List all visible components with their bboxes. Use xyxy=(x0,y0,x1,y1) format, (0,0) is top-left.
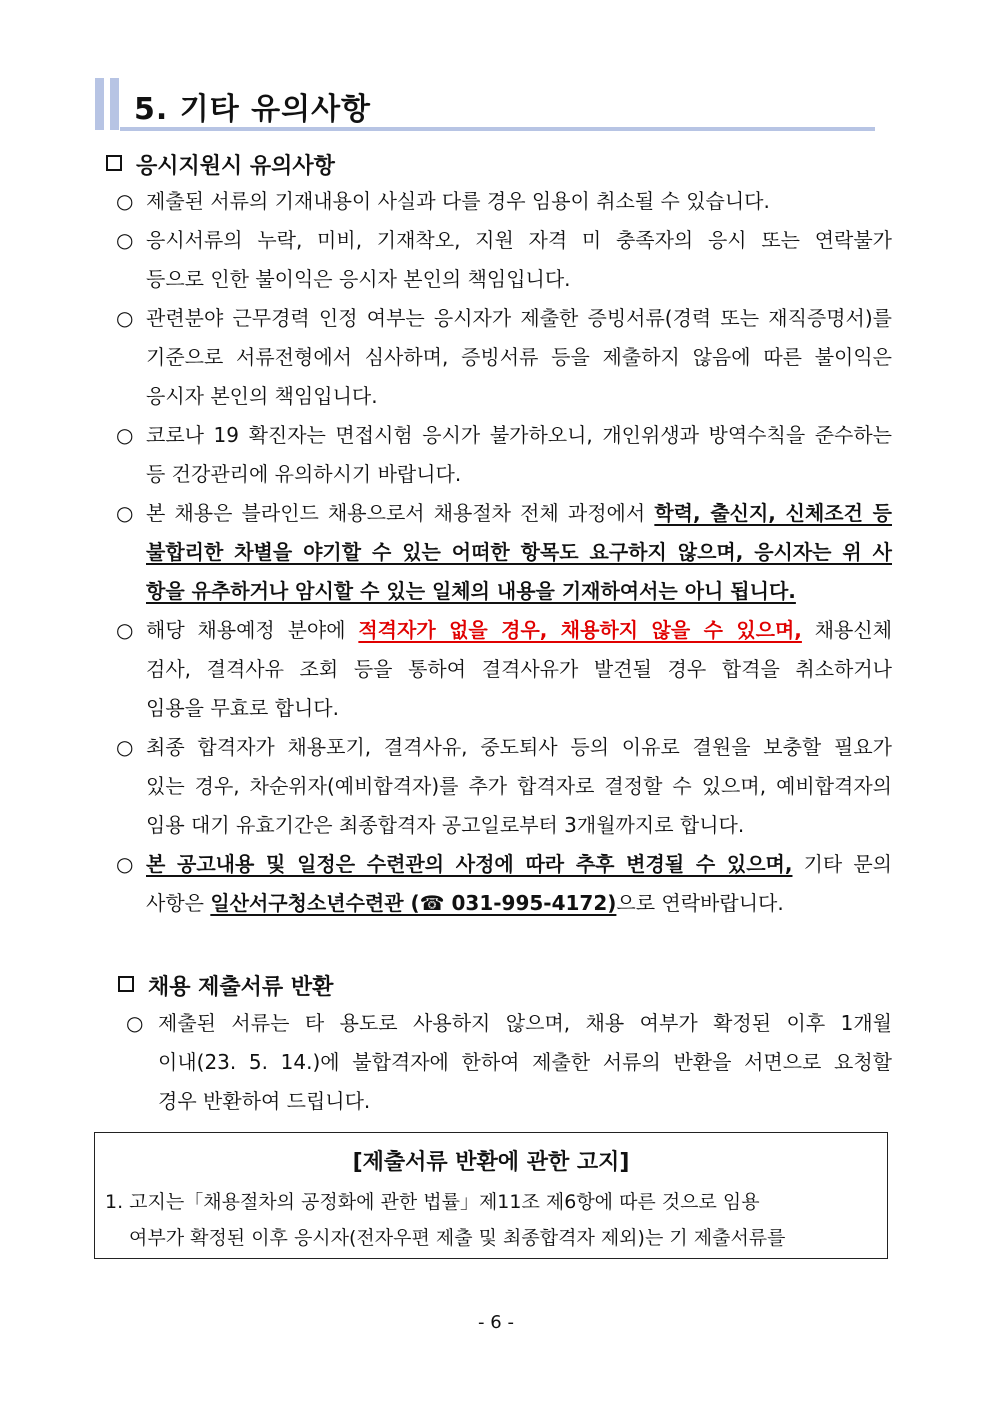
warning-text: 적격자가 없을 경우, 채용하지 않을 수 있으며, xyxy=(358,618,802,642)
item-line xyxy=(146,611,892,650)
emphasis-text: 항을 유추하거나 암시할 수 있는 일체의 내용을 기재하여서는 아니 됩니다. xyxy=(146,579,796,603)
item-line: 있는 경우, 차순위자(예비합격자)를 추가 합격자로 결정할 수 있으며, 예비합격자의 xyxy=(146,774,892,798)
circle-bullet-icon: ○ xyxy=(116,618,134,642)
item-line: 임용을 무효로 합니다. xyxy=(146,696,339,720)
notice-line: 1. 고지는「채용절차의 공정화에 관한 법률」제11조 제6항에 따른 것으로 임용 xyxy=(105,1191,760,1213)
circle-bullet-icon: ○ xyxy=(116,228,134,252)
item-line xyxy=(146,533,892,572)
item-line: 임용 대기 유효기간은 최종합격자 공고일로부터 3개월까지로 합니다. xyxy=(146,813,745,837)
section-title-document-return xyxy=(118,970,333,1001)
item-line: 최종 합격자가 채용포기, 결격사유, 중도퇴사 등의 이유로 결원을 보충할 필요가 xyxy=(146,735,892,759)
item-line xyxy=(146,494,892,533)
item-line: 기준으로 서류전형에서 심사하며, 증빙서류 등을 제출하지 않음에 따른 불이익은 xyxy=(146,345,892,369)
item-line: 등 건강관리에 유의하시기 바랍니다. xyxy=(146,462,462,486)
circle-bullet-icon: ○ xyxy=(116,306,134,330)
item-line: 제출된 서류의 기재내용이 사실과 다를 경우 임용이 취소될 수 있습니다. xyxy=(146,189,770,213)
square-bullet-icon xyxy=(118,976,134,992)
item-text: 해당 채용예정 분야에 xyxy=(146,618,359,642)
circle-bullet-icon: ○ xyxy=(116,189,134,213)
item-text: 기타 문의 xyxy=(792,852,893,876)
notice-title: [제출서류 반환에 관한 고지] xyxy=(352,1150,630,1175)
circle-bullet-icon: ○ xyxy=(116,423,134,447)
page-number: - 6 - xyxy=(478,1312,514,1333)
item-line xyxy=(146,884,892,923)
item-text: 본 채용은 블라인드 채용으로서 채용절차 전체 과정에서 xyxy=(146,501,655,525)
contact-info: 일산서구청소년수련관 (☎ 031-995-4172) xyxy=(210,891,617,915)
notice-line: 여부가 확정된 이후 응시자(전자우편 제출 및 최종합격자 제외)는 기 제출서류를 xyxy=(129,1227,786,1249)
item-line: 코로나 19 확진자는 면접시험 응시가 불가하오니, 개인위생과 방역수칙을 준수하는 xyxy=(146,423,892,447)
emphasis-text: 본 공고내용 및 일정은 수련관의 사정에 따라 추후 변경될 수 있으며, xyxy=(146,852,793,876)
item-line: 응시자 본인의 책임입니다. xyxy=(146,384,378,408)
item-text: 으로 연락바랍니다. xyxy=(616,891,784,915)
emphasis-text: 학력, 출신지, 신체조건 등 xyxy=(654,501,892,525)
item-line xyxy=(146,845,892,884)
item-line: 응시서류의 누락, 미비, 기재착오, 지원 자격 미 충족자의 응시 또는 연락불가 xyxy=(146,228,892,252)
item-line: 관련분야 근무경력 인정 여부는 응시자가 제출한 증빙서류(경력 또는 재직증명서)를 xyxy=(146,306,892,330)
item-line: 검사, 결격사유 조회 등을 통하여 결격사유가 발견될 경우 합격을 취소하거나 xyxy=(146,657,892,681)
circle-bullet-icon: ○ xyxy=(116,852,134,876)
item-text: 채용신체 xyxy=(801,618,893,642)
section-title-application xyxy=(106,149,335,180)
section2-title-text: 채용 제출서류 반환 xyxy=(148,975,334,1000)
circle-bullet-icon: ○ xyxy=(116,501,134,525)
heading-accent-bar xyxy=(95,78,119,130)
square-bullet-icon xyxy=(106,155,122,171)
heading-underline xyxy=(120,127,875,131)
circle-bullet-icon: ○ xyxy=(126,1011,144,1035)
page-heading: 5. 기타 유의사항 xyxy=(134,92,372,127)
circle-bullet-icon: ○ xyxy=(116,735,134,759)
section1-title-text: 응시지원시 유의사항 xyxy=(136,154,335,179)
item-line: 제출된 서류는 타 용도로 사용하지 않으며, 채용 여부가 확정된 이후 1개월 xyxy=(158,1011,892,1035)
item-line: 등으로 인한 불이익은 응시자 본인의 책임입니다. xyxy=(146,267,571,291)
item-line: 이내(23. 5. 14.)에 불합격자에 한하여 제출한 서류의 반환을 서면으로 요청할 xyxy=(158,1050,892,1074)
notice-box xyxy=(94,1132,888,1259)
item-text: 사항은 xyxy=(146,891,211,915)
emphasis-text: 불합리한 차별을 야기할 수 있는 어떠한 항목도 요구하지 않으며, 응시자는 위 사 xyxy=(146,540,892,564)
item-line: 경우 반환하여 드립니다. xyxy=(158,1089,371,1113)
item-line xyxy=(146,572,892,611)
